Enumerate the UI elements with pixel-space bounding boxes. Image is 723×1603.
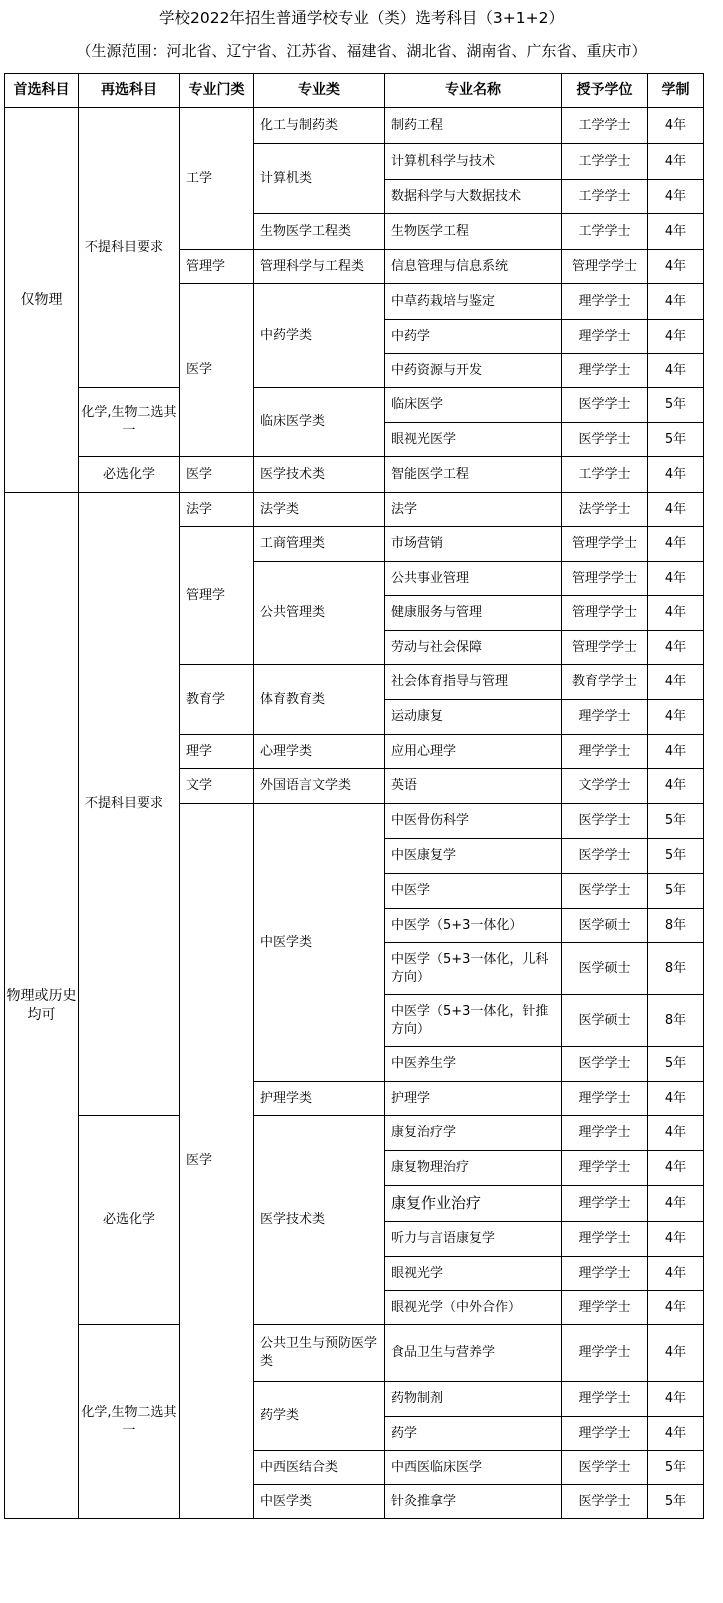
header-degree: 授予学位 bbox=[562, 74, 648, 108]
major-class-cell: 中西医结合类 bbox=[254, 1451, 385, 1485]
degree-cell: 医学硕士 bbox=[562, 943, 648, 995]
major-name-cell: 健康服务与管理 bbox=[385, 596, 562, 631]
header-class: 专业类 bbox=[254, 74, 385, 108]
major-name-cell: 康复物理治疗 bbox=[385, 1151, 562, 1186]
table-row bbox=[5, 1325, 704, 1382]
duration-cell: 4年 bbox=[648, 1151, 704, 1186]
major-name-cell: 公共事业管理 bbox=[385, 562, 562, 596]
duration-cell: 5年 bbox=[648, 423, 704, 457]
degree-cell: 工学学士 bbox=[562, 457, 648, 493]
second-subject-cell: 必选化学 bbox=[79, 1116, 180, 1325]
duration-cell: 4年 bbox=[648, 1417, 704, 1451]
header-first-subject: 首选科目 bbox=[5, 74, 79, 108]
header-years: 学制 bbox=[648, 74, 704, 108]
table-row bbox=[5, 108, 704, 144]
major-name-cell: 中医学（5+3一体化） bbox=[385, 909, 562, 943]
major-name-cell: 药物制剂 bbox=[385, 1382, 562, 1417]
major-name-cell: 劳动与社会保障 bbox=[385, 631, 562, 665]
major-name-cell: 康复治疗学 bbox=[385, 1116, 562, 1151]
duration-cell: 5年 bbox=[648, 388, 704, 423]
major-name-cell: 生物医学工程 bbox=[385, 214, 562, 250]
major-class-cell: 中药学类 bbox=[254, 284, 385, 388]
duration-cell: 4年 bbox=[648, 1116, 704, 1151]
degree-cell: 医学学士 bbox=[562, 874, 648, 909]
major-class-cell: 体育教育类 bbox=[254, 665, 385, 735]
header-major: 专业名称 bbox=[385, 74, 562, 108]
degree-cell: 教育学学士 bbox=[562, 665, 648, 700]
duration-cell: 4年 bbox=[648, 354, 704, 388]
duration-cell: 4年 bbox=[648, 700, 704, 735]
major-name-cell: 眼视光学（中外合作） bbox=[385, 1291, 562, 1325]
duration-cell: 4年 bbox=[648, 284, 704, 320]
duration-cell: 4年 bbox=[648, 144, 704, 180]
degree-cell: 医学学士 bbox=[562, 1451, 648, 1485]
duration-cell: 4年 bbox=[648, 108, 704, 144]
degree-cell: 医学硕士 bbox=[562, 909, 648, 943]
major-name-cell: 制药工程 bbox=[385, 108, 562, 144]
table-row bbox=[5, 457, 704, 493]
major-class-cell: 外国语言文学类 bbox=[254, 769, 385, 804]
duration-cell: 8年 bbox=[648, 995, 704, 1047]
major-name-cell: 中药学 bbox=[385, 320, 562, 354]
degree-cell: 医学硕士 bbox=[562, 995, 648, 1047]
duration-cell: 4年 bbox=[648, 665, 704, 700]
major-name-cell: 市场营销 bbox=[385, 527, 562, 562]
major-name-cell: 智能医学工程 bbox=[385, 457, 562, 493]
duration-cell: 5年 bbox=[648, 1047, 704, 1082]
first-subject-cell: 物理或历史均可 bbox=[5, 493, 79, 1519]
duration-cell: 4年 bbox=[648, 250, 704, 284]
category-cell: 医学 bbox=[180, 284, 254, 457]
degree-cell: 理学学士 bbox=[562, 1222, 648, 1257]
degree-cell: 管理学学士 bbox=[562, 250, 648, 284]
major-name-cell: 眼视光学 bbox=[385, 1257, 562, 1291]
major-name-cell: 眼视光医学 bbox=[385, 423, 562, 457]
document-subtitle: （生源范围：河北省、辽宁省、江苏省、福建省、湖北省、湖南省、广东省、重庆市） bbox=[76, 42, 647, 60]
major-name-cell: 信息管理与信息系统 bbox=[385, 250, 562, 284]
degree-cell: 医学学士 bbox=[562, 839, 648, 874]
degree-cell: 管理学学士 bbox=[562, 631, 648, 665]
header-row bbox=[5, 74, 704, 108]
degree-cell: 理学学士 bbox=[562, 1257, 648, 1291]
duration-cell: 4年 bbox=[648, 1291, 704, 1325]
degree-cell: 工学学士 bbox=[562, 214, 648, 250]
major-class-cell: 公共管理类 bbox=[254, 562, 385, 665]
duration-cell: 4年 bbox=[648, 527, 704, 562]
major-name-cell: 中医骨伤科学 bbox=[385, 804, 562, 839]
major-name-cell: 应用心理学 bbox=[385, 735, 562, 769]
degree-cell: 文学学士 bbox=[562, 769, 648, 804]
major-name-cell: 计算机科学与技术 bbox=[385, 144, 562, 180]
degree-cell: 医学学士 bbox=[562, 1047, 648, 1082]
major-name-cell: 中医学 bbox=[385, 874, 562, 909]
second-subject-cell: 化学,生物二选其一 bbox=[79, 1325, 180, 1519]
degree-cell: 理学学士 bbox=[562, 1291, 648, 1325]
major-class-cell: 中医学类 bbox=[254, 1485, 385, 1519]
duration-cell: 4年 bbox=[648, 1325, 704, 1382]
degree-cell: 工学学士 bbox=[562, 108, 648, 144]
table-row bbox=[5, 388, 704, 423]
major-name-cell: 针灸推拿学 bbox=[385, 1485, 562, 1519]
duration-cell: 5年 bbox=[648, 1451, 704, 1485]
major-class-cell: 护理学类 bbox=[254, 1082, 385, 1116]
degree-cell: 医学学士 bbox=[562, 804, 648, 839]
category-cell: 医学 bbox=[180, 457, 254, 493]
major-class-cell: 生物医学工程类 bbox=[254, 214, 385, 250]
category-cell: 医学 bbox=[180, 804, 254, 1519]
degree-cell: 理学学士 bbox=[562, 1417, 648, 1451]
duration-cell: 4年 bbox=[648, 214, 704, 250]
degree-cell: 理学学士 bbox=[562, 1382, 648, 1417]
degree-cell: 理学学士 bbox=[562, 735, 648, 769]
major-class-cell: 医学技术类 bbox=[254, 1116, 385, 1325]
duration-cell: 4年 bbox=[648, 596, 704, 631]
major-class-cell: 化工与制药类 bbox=[254, 108, 385, 144]
major-name-cell: 中医康复学 bbox=[385, 839, 562, 874]
subject-requirements-table bbox=[4, 73, 704, 1519]
second-subject-cell: 化学,生物二选其一 bbox=[79, 388, 180, 457]
category-cell: 教育学 bbox=[180, 665, 254, 735]
second-subject-cell: 必选化学 bbox=[79, 457, 180, 493]
duration-cell: 4年 bbox=[648, 180, 704, 214]
major-class-cell: 临床医学类 bbox=[254, 388, 385, 457]
duration-cell: 4年 bbox=[648, 1382, 704, 1417]
duration-cell: 8年 bbox=[648, 909, 704, 943]
major-name-cell: 康复作业治疗 bbox=[385, 1186, 562, 1222]
major-class-cell: 药学类 bbox=[254, 1382, 385, 1451]
major-name-cell: 运动康复 bbox=[385, 700, 562, 735]
degree-cell: 工学学士 bbox=[562, 180, 648, 214]
major-class-cell: 公共卫生与预防医学类 bbox=[254, 1325, 385, 1382]
degree-cell: 管理学学士 bbox=[562, 527, 648, 562]
category-cell: 理学 bbox=[180, 735, 254, 769]
degree-cell: 管理学学士 bbox=[562, 596, 648, 631]
category-cell: 法学 bbox=[180, 493, 254, 527]
degree-cell: 工学学士 bbox=[562, 144, 648, 180]
category-cell: 管理学 bbox=[180, 527, 254, 665]
major-class-cell: 工商管理类 bbox=[254, 527, 385, 562]
major-name-cell: 英语 bbox=[385, 769, 562, 804]
major-name-cell: 食品卫生与营养学 bbox=[385, 1325, 562, 1382]
document-title: 学校2022年招生普通学校专业（类）选考科目（3+1+2） bbox=[158, 9, 564, 27]
duration-cell: 5年 bbox=[648, 804, 704, 839]
duration-cell: 4年 bbox=[648, 735, 704, 769]
major-name-cell: 中草药栽培与鉴定 bbox=[385, 284, 562, 320]
major-class-cell: 法学类 bbox=[254, 493, 385, 527]
major-name-cell: 法学 bbox=[385, 493, 562, 527]
duration-cell: 4年 bbox=[648, 562, 704, 596]
degree-cell: 理学学士 bbox=[562, 1186, 648, 1222]
header-second-subject: 再选科目 bbox=[79, 74, 180, 108]
table-row bbox=[5, 1116, 704, 1151]
degree-cell: 医学学士 bbox=[562, 388, 648, 423]
second-subject-cell: 不提科目要求 bbox=[79, 108, 180, 388]
duration-cell: 4年 bbox=[648, 1082, 704, 1116]
degree-cell: 理学学士 bbox=[562, 354, 648, 388]
major-name-cell: 中西医临床医学 bbox=[385, 1451, 562, 1485]
degree-cell: 理学学士 bbox=[562, 320, 648, 354]
table-row bbox=[5, 493, 704, 527]
degree-cell: 理学学士 bbox=[562, 700, 648, 735]
major-name-cell: 数据科学与大数据技术 bbox=[385, 180, 562, 214]
major-class-cell: 中医学类 bbox=[254, 804, 385, 1082]
major-name-cell: 中药资源与开发 bbox=[385, 354, 562, 388]
major-name-cell: 护理学 bbox=[385, 1082, 562, 1116]
first-subject-cell: 仅物理 bbox=[5, 108, 79, 493]
category-cell: 文学 bbox=[180, 769, 254, 804]
major-name-cell: 中医学（5+3一体化，针推方向） bbox=[385, 995, 562, 1047]
duration-cell: 4年 bbox=[648, 493, 704, 527]
major-name-cell: 听力与言语康复学 bbox=[385, 1222, 562, 1257]
major-class-cell: 医学技术类 bbox=[254, 457, 385, 493]
second-subject-cell: 不提科目要求 bbox=[79, 493, 180, 1116]
duration-cell: 5年 bbox=[648, 1485, 704, 1519]
major-class-cell: 心理学类 bbox=[254, 735, 385, 769]
major-class-cell: 管理科学与工程类 bbox=[254, 250, 385, 284]
category-cell: 工学 bbox=[180, 108, 254, 250]
degree-cell: 医学学士 bbox=[562, 423, 648, 457]
degree-cell: 理学学士 bbox=[562, 1082, 648, 1116]
duration-cell: 5年 bbox=[648, 874, 704, 909]
degree-cell: 法学学士 bbox=[562, 493, 648, 527]
major-name-cell: 社会体育指导与管理 bbox=[385, 665, 562, 700]
duration-cell: 4年 bbox=[648, 769, 704, 804]
header-category: 专业门类 bbox=[180, 74, 254, 108]
major-name-cell: 临床医学 bbox=[385, 388, 562, 423]
major-class-cell: 计算机类 bbox=[254, 144, 385, 214]
degree-cell: 理学学士 bbox=[562, 1116, 648, 1151]
duration-cell: 8年 bbox=[648, 943, 704, 995]
degree-cell: 理学学士 bbox=[562, 1325, 648, 1382]
major-name-cell: 药学 bbox=[385, 1417, 562, 1451]
duration-cell: 4年 bbox=[648, 1257, 704, 1291]
major-name-cell: 中医养生学 bbox=[385, 1047, 562, 1082]
duration-cell: 4年 bbox=[648, 457, 704, 493]
degree-cell: 理学学士 bbox=[562, 284, 648, 320]
category-cell: 管理学 bbox=[180, 250, 254, 284]
duration-cell: 4年 bbox=[648, 631, 704, 665]
degree-cell: 管理学学士 bbox=[562, 562, 648, 596]
degree-cell: 理学学士 bbox=[562, 1151, 648, 1186]
degree-cell: 医学学士 bbox=[562, 1485, 648, 1519]
major-name-cell: 中医学（5+3一体化，儿科方向） bbox=[385, 943, 562, 995]
duration-cell: 5年 bbox=[648, 839, 704, 874]
duration-cell: 4年 bbox=[648, 1186, 704, 1222]
duration-cell: 4年 bbox=[648, 1222, 704, 1257]
duration-cell: 4年 bbox=[648, 320, 704, 354]
